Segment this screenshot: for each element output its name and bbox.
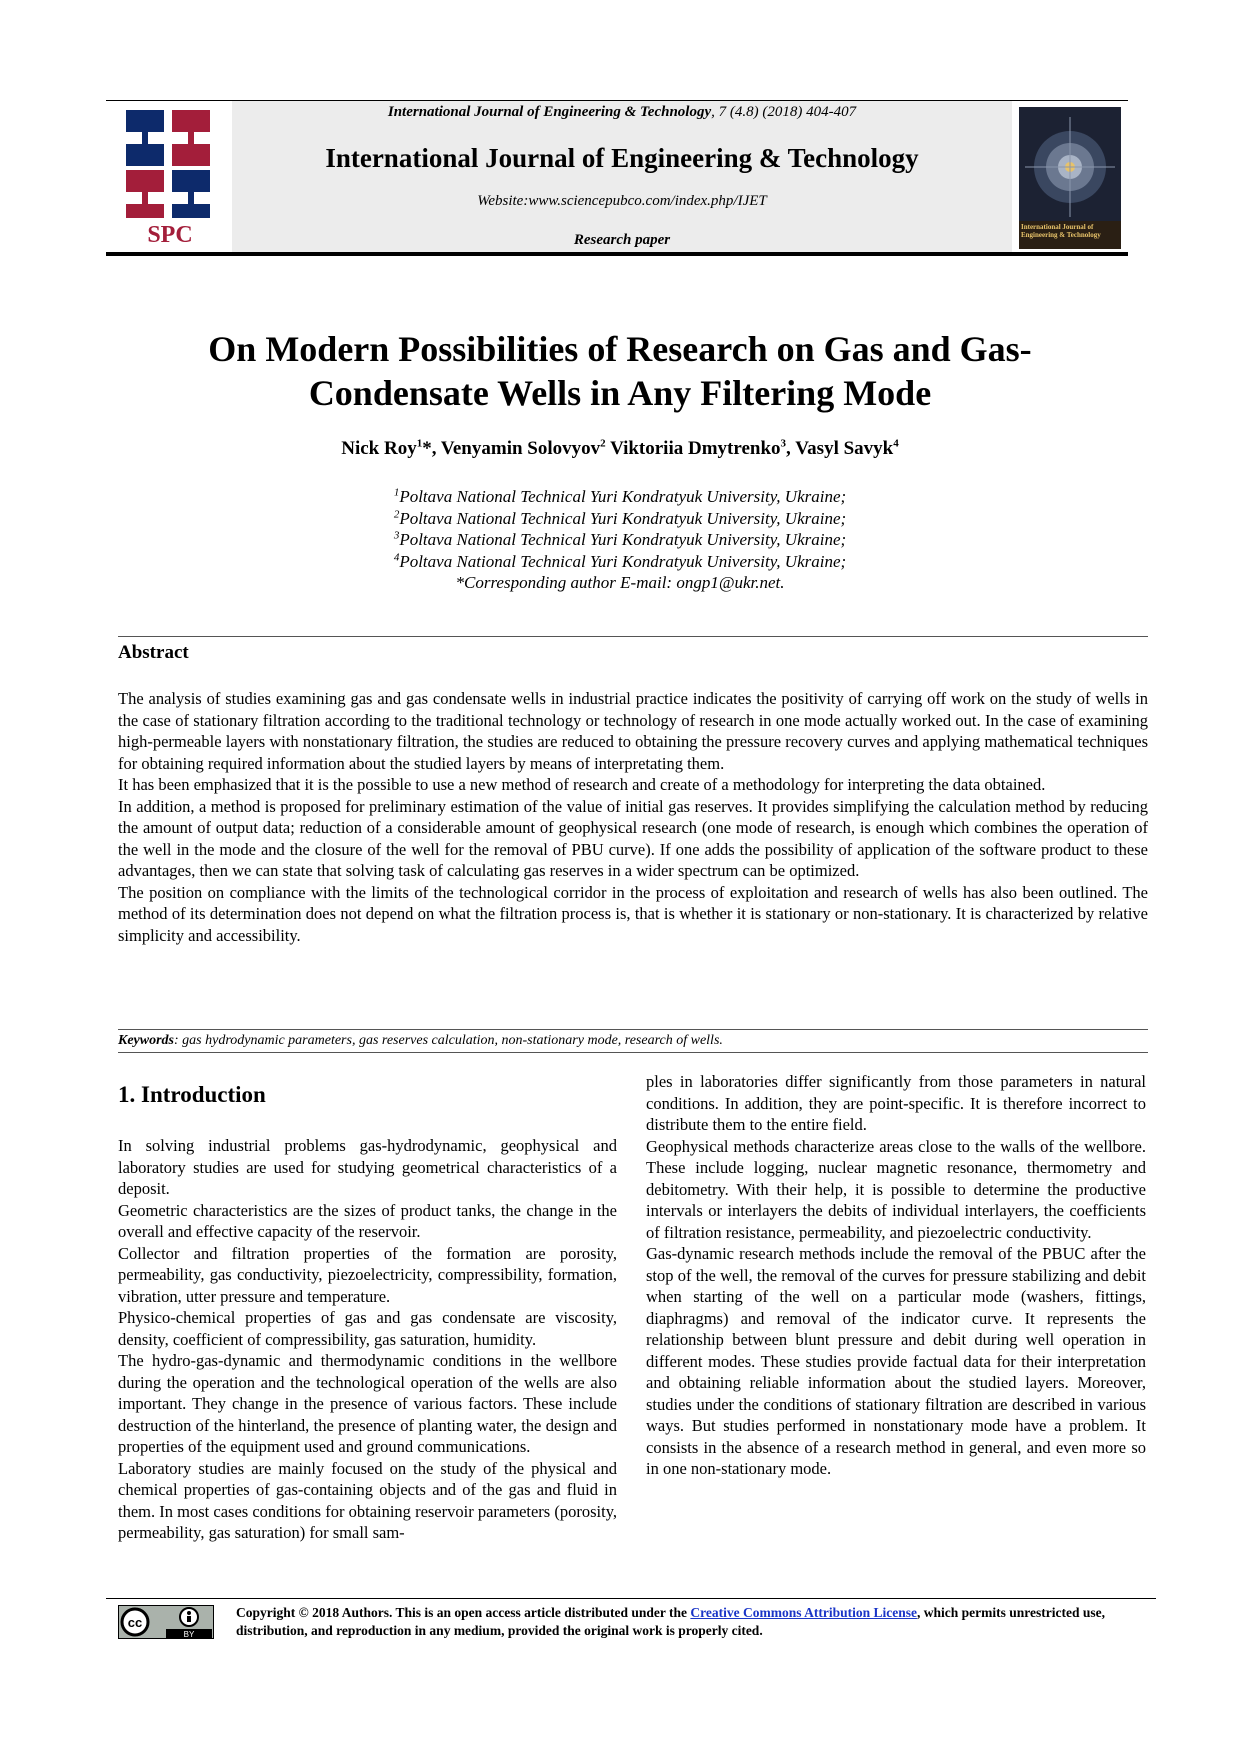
affiliation: $^4$Poltava National Technical Yuri Kondratyuk University, Ukraine; — [393, 550, 847, 571]
abstract-paragraph: In addition, a method is proposed for preliminary estimation of the value of initial gas reserves. It provides simplifying the calculation method by reducing the amount of output data; reduction of a considerable amount of geophysical research (one mode of research, is enough which combines the operation of the well in the mode and the closure of the well for the removal of PBU curve). If one adds the possibility of application of the software product to these advantages, then we can state that solving task of calculating gas reserves in a wider spectrum can be optimized. — [118, 796, 1148, 880]
body-paragraph: Laboratory studies are mainly focused on the study of the physical and chemical properties of gas-containing objects and of the gas and fluid in them. In most cases conditions for obtaining reservoir parameters (porosity, permeability, gas saturation) for small sam- — [118, 1458, 617, 1542]
abstract-body — [118, 688, 1148, 946]
affiliations — [150, 486, 1090, 594]
header-banner — [232, 101, 1012, 252]
body-paragraph: ples in laboratories differ significantly from those parameters in natural conditions. In addition, they are point-specific. It is therefore incorrect to distribute them to the entire field. — [646, 1072, 1146, 1134]
cc-badge-label: BY — [183, 1630, 195, 1639]
body-paragraph: Geophysical methods characterize areas close to the walls of the wellbore. These include logging, nuclear magnetic resonance, thermometry and debitometry. With their help, it is possible to determine the productive intervals or interlayers the debits of individual interlayers, the coefficients of filtration resistance, permeability, and piezoelectric conductivity. — [646, 1136, 1146, 1242]
journal-website: Website:www.sciencepubco.com/index.php/IJET — [477, 193, 767, 209]
column-left — [118, 1135, 617, 1544]
column-right — [646, 1071, 1146, 1480]
header-bottom-rule — [106, 252, 1128, 256]
section-heading-introduction: 1. Introduction — [118, 1082, 266, 1107]
keywords-bottom-rule — [118, 1052, 1148, 1053]
journal-cover-image — [1019, 107, 1121, 249]
author: Vasyl Savyk$^4$ — [795, 437, 899, 459]
body-paragraph: The hydro-gas-dynamic and thermodynamic conditions in the wellbore during the operation and the technological operation of the wells are also important. They change in the presence of various factors. These include destruction of the hinterland, the presence of planting water, the design and properties of the equipment used and ground communications. — [118, 1351, 617, 1456]
body-paragraph: Geometric characteristics are the sizes of product tanks, the change in the overall and effective capacity of the reservoir. — [118, 1200, 617, 1241]
footer-rule — [106, 1598, 1156, 1599]
copyright-notice: Copyright © 2018 Authors. This is an open access article distributed under the Creative Commons Attribution License, which permits unrestricted use, distribution, and reproduction in any medium, provided the original work is properly cited. — [236, 1605, 1105, 1638]
abstract-heading: Abstract — [118, 642, 189, 663]
paper-title: On Modern Possibilities of Research on Gas and Gas- Condensate Wells in Any Filtering Mode — [208, 329, 1032, 413]
keywords-top-rule — [118, 1029, 1148, 1030]
body-paragraph: Collector and filtration properties of the formation are porosity, permeability, gas conductivity, piezoelectricity, compressibility, formation, vibration, utter pressure and temperature. — [118, 1243, 617, 1306]
affiliation: $^2$Poltava National Technical Yuri Kondratyuk University, Ukraine; — [393, 507, 847, 528]
body-paragraph: Physico-chemical properties of gas and gas condensate are viscosity, density, coefficient of compressibility, gas saturation, humidity. — [118, 1308, 617, 1349]
publisher-logo — [116, 104, 224, 248]
author-list — [150, 438, 1090, 460]
cc-license-badge[interactable] — [118, 1605, 214, 1639]
paper-type: Research paper — [573, 232, 671, 248]
abstract-paragraph: The analysis of studies examining gas and gas condensate wells in industrial practice indicates the positivity of carrying off work on the study of wells in the case of stationary filtration according to the traditional technology or technology of research in one mode actually worked out. In the case of examining high-permeable layers with nonstationary filtration, the studies are reduced to obtaining the pressure recovery curves and applying mathematical techniques for obtaining required information about the studied layers by means of interpretating them. — [118, 689, 1148, 773]
body-paragraph: Gas-dynamic research methods include the removal of the PBUC after the stop of the well, the removal of the curves for pressure stabilizing and debit when starting of the well on a particular mode (washers, fittings, diaphragms) and removal of the indicator curve. It represents the relationship between blunt pressure and debit during well operation in different modes. These studies provide factual data for their interpretation and obtaining reliable information about the studied layers. Moreover, studies under the conditions of stationary filtration are described in various ways. But studies performed in nonstationary mode have a problem. It consists in the absence of a research method in general, and even more so in one non-stationary mode. — [646, 1244, 1146, 1478]
journal-citation: International Journal of Engineering & Technology, 7 (4.8) (2018) 404-407 — [387, 104, 857, 120]
affiliation: $^3$Poltava National Technical Yuri Kondratyuk University, Ukraine; — [393, 529, 847, 549]
svg-text:cc: cc — [127, 1615, 143, 1630]
author: Viktoriia Dmytrenko$^3$, — [610, 437, 796, 459]
abstract-paragraph: It has been emphasized that it is the possible to use a new method of research and create of a methodology for interpreting the data obtained. — [118, 775, 1046, 794]
corresponding-author: *Corresponding author E-mail: ongp1@ukr.net. — [455, 573, 785, 592]
journal-title: International Journal of Engineering & Technology — [325, 143, 919, 173]
cover-text: International Journal of Engineering & Technology — [1021, 223, 1101, 239]
keywords: Keywords: gas hydrodynamic parameters, gas reserves calculation, non-stationary mode, research of wells. — [118, 1033, 723, 1048]
author: Nick Roy$^1$*, — [341, 437, 441, 459]
affiliation: $^1$Poltava National Technical Yuri Kondratyuk University, Ukraine; — [393, 486, 847, 506]
cc-license-link[interactable]: Creative Commons Attribution License — [690, 1605, 917, 1620]
body-paragraph: In solving industrial problems gas-hydrodynamic, geophysical and laboratory studies are used for studying geometrical characteristics of a deposit. — [118, 1136, 617, 1198]
abstract-paragraph: The position on compliance with the limits of the technological corridor in the process of exploitation and research of wells has also been outlined. The method of its determination does not depend on what the filtration process is, that is whether it is stationary or non-stationary. It is characterized by relative simplicity and accessibility. — [118, 882, 1148, 945]
logo-text: SPC — [147, 222, 193, 248]
author: Venyamin Solovyov$^2$ — [440, 437, 606, 459]
abstract-top-rule — [118, 636, 1148, 637]
